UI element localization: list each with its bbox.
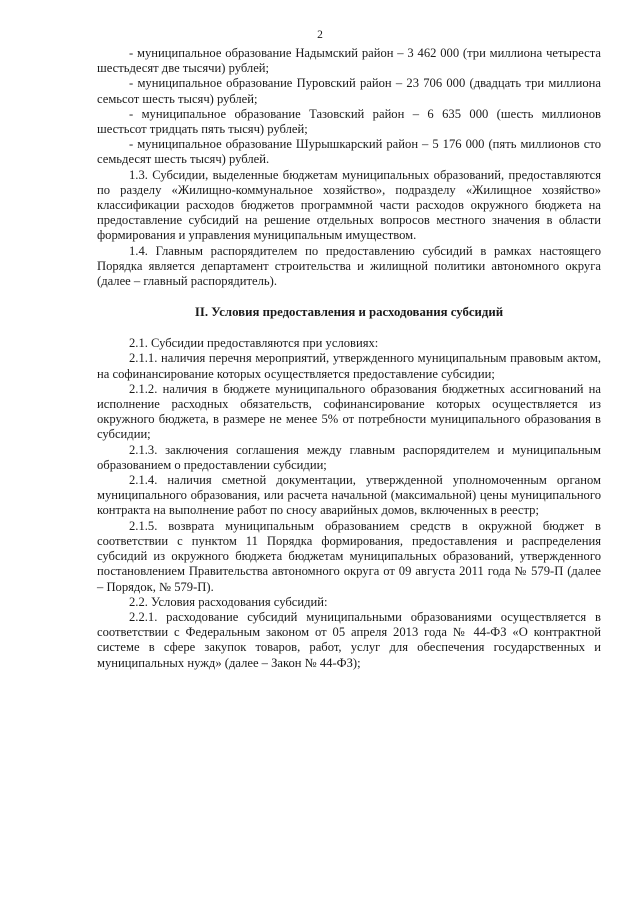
- paragraph-2-1-2: 2.1.2. наличия в бюджете муниципального образования бюджетных ассигнований на исполнение расходных обязательств, софинансирование которых осуществляется из окружного бюджета, в размере не менее 5% от потребности муниципального образования в субсидии;: [97, 381, 601, 442]
- paragraph-2-1-5: 2.1.5. возврата муниципальным образованием средств в окружной бюджет в соответствии с пунктом 11 Порядка формирования, предоставления и распределения субсидий из окружного бюджета бюджетам муниципальных образований, утвержденного постановлением Правительства автономного округа от 09 августа 2011 года № 579-П (далее – Порядок, № 579-П).: [97, 518, 601, 594]
- paragraph-2-1-1: 2.1.1. наличия перечня мероприятий, утвержденного муниципальным правовым актом, на софинансирование которых осуществляется предоставление субсидии;: [97, 351, 601, 381]
- paragraph-1-3: 1.3. Субсидии, выделенные бюджетам муниципальных образований, предоставляются по разделу «Жилищно-коммунальное хозяйство», подразделу «Жилищное хозяйство» классификации расходов бюджетов программной части расходов окружного бюджета на предоставление субсидий на решение отдельных вопросов местного значения в области формирования и управления муниципальным имуществом.: [97, 167, 601, 243]
- paragraph-2-2-1: 2.2.1. расходование субсидий муниципальными образованиями осуществляется в соответствии с Федеральным законом от 05 апреля 2013 года № 44-ФЗ «О контрактной системе в сфере закупок товаров, работ, услуг для обеспечения государственных и муниципальных нужд» (далее – Закон № 44-ФЗ);: [97, 609, 601, 670]
- paragraph-2-1: 2.1. Субсидии предоставляются при условиях:: [129, 336, 379, 351]
- list-item-shuryshkarsky: - муниципальное образование Шурышкарский район – 5 176 000 (пять миллионов сто семьдесят шесть тысяч) рублей.: [97, 137, 601, 167]
- section-heading: II. Условия предоставления и расходования субсидий: [194, 305, 504, 320]
- paragraph-2-1-4: 2.1.4. наличия сметной документации, утвержденной уполномоченным органом муниципального образования, или расчета начальной (максимальной) цены муниципального контракта на выполнение работ по сносу аварийных домов, включенных в реестр;: [97, 473, 601, 518]
- list-item-purovsky: - муниципальное образование Пуровский район – 23 706 000 (двадцать три миллиона семьсот шесть тысяч) рублей;: [97, 76, 601, 106]
- list-item-tazovsky: - муниципальное образование Тазовский район – 6 635 000 (шесть миллионов шестьсот тридцать пять тысяч) рублей;: [97, 106, 601, 137]
- document-body: [97, 46, 601, 671]
- paragraph-2-1-3: 2.1.3. заключения соглашения между главным распорядителем и муниципальным образованием о предоставлении субсидии;: [97, 442, 601, 472]
- list-item-nadym: - муниципальное образование Надымский район – 3 462 000 (три миллиона четыреста шестьдесят две тысячи) рублей;: [97, 46, 601, 76]
- page-number: 2: [317, 29, 323, 41]
- paragraph-1-4: 1.4. Главным распорядителем по предоставлению субсидий в рамках настоящего Порядка является департамент строительства и жилищной политики автономного округа (далее – главный распорядитель).: [97, 243, 601, 289]
- paragraph-2-2: 2.2. Условия расходования субсидий:: [129, 594, 328, 609]
